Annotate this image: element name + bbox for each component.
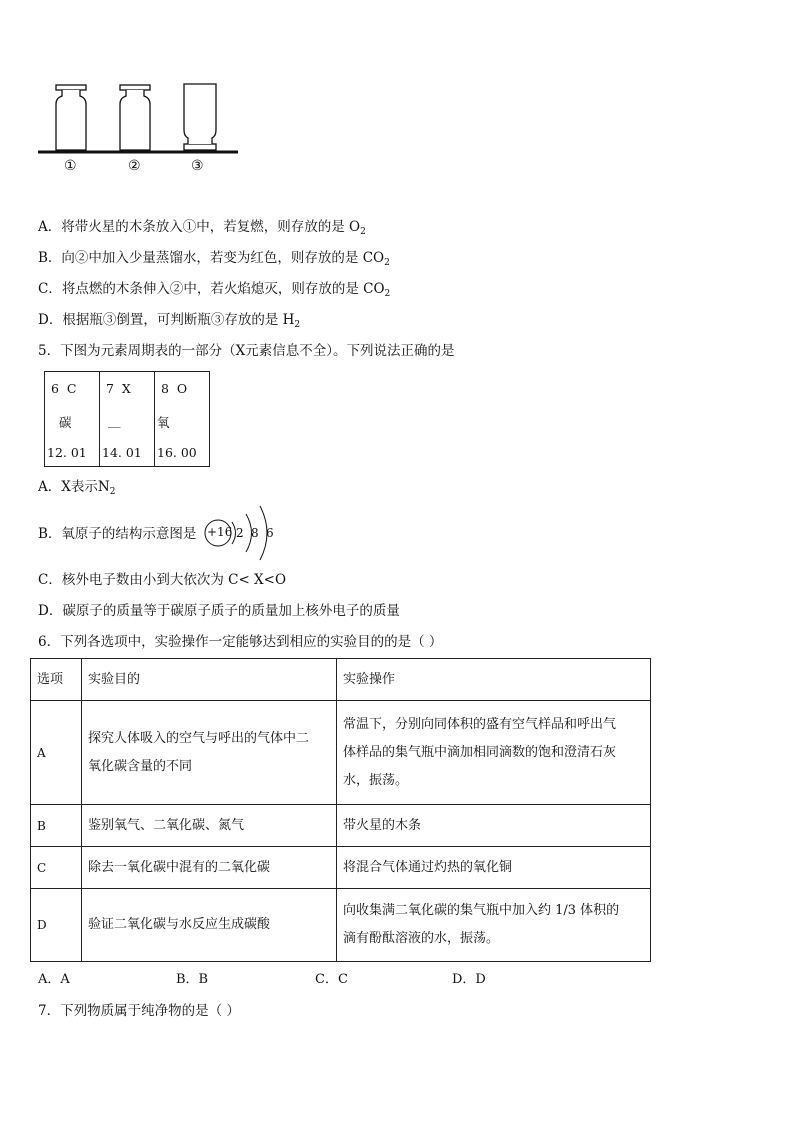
table-row <box>31 889 651 962</box>
shell-electrons-2: 8 <box>251 526 259 540</box>
q5-stem: 5．下图为元素周期表的一部分（X元素信息不全）。下列说法正确的是 <box>38 343 455 359</box>
element-cell-carbon <box>45 372 100 467</box>
jar-label-1: ① <box>64 158 77 174</box>
q7-stem: 7．下列物质属于纯净物的是（ ） <box>38 1003 240 1019</box>
q5-option-d: D．碳原子的质量等于碳原子质子的质量加上核外电子的质量 <box>38 603 400 619</box>
operation-line: 体样品的集气瓶中滴加相同滴数的饱和澄清石灰 <box>343 744 617 760</box>
header-operation: 实验操作 <box>337 659 651 701</box>
jar-label-2: ② <box>128 158 141 174</box>
row-option: B <box>31 805 82 847</box>
table-row <box>31 847 651 889</box>
periodic-table-fragment <box>44 371 210 467</box>
gas-jar-2 <box>120 85 150 150</box>
row-option: A <box>31 701 82 805</box>
q5-option-c: C．核外电子数由小到大依次为 C< X<O <box>38 572 287 588</box>
element-name: 氧 <box>157 415 170 430</box>
q4-option-d: D．根据瓶③倒置，可判断瓶③存放的是 $H_2$ <box>38 312 301 330</box>
row-operation <box>337 889 651 962</box>
element-name: 碳 <box>59 415 72 430</box>
q4-option-a: A．将带火星的木条放入①中，若复燃，则存放的是 $O_2$ <box>38 219 366 237</box>
q5-option-b: B．氧原子的结构示意图是 <box>38 526 197 542</box>
q4-option-b: B．向②中加入少量蒸馏水，若变为红色，则存放的是 $CO_2$ <box>38 250 390 268</box>
experiment-table <box>30 658 651 962</box>
element-number-symbol: 6 C <box>51 381 77 396</box>
gas-jar-3-inverted <box>184 84 216 150</box>
operation-line: 水，振荡。 <box>343 772 409 788</box>
row-goal: 验证二氧化碳与水反应生成碳酸 <box>82 889 337 962</box>
goal-line: 探究人体吸入的空气与呼出的气体中二 <box>88 730 310 746</box>
nucleus-charge: +16 <box>207 525 233 539</box>
shell-electrons-1: 2 <box>236 526 244 540</box>
table-row <box>31 805 651 847</box>
header-goal: 实验目的 <box>82 659 337 701</box>
q6-option-c: C．C <box>315 972 348 987</box>
table-header-row <box>31 659 651 701</box>
element-number-symbol: 7 X <box>106 381 131 396</box>
q4-option-c: C．将点燃的木条伸入②中，若火焰熄灭，则存放的是 $CO_2$ <box>38 281 391 299</box>
q5-option-a: A．X表示$N_2$ <box>38 479 116 497</box>
row-option: D <box>31 889 82 962</box>
row-operation <box>337 701 651 805</box>
element-cell-x <box>100 372 155 467</box>
q6-stem: 6．下列各选项中，实验操作一定能够达到相应的实验目的的是（ ） <box>38 634 443 650</box>
header-option: 选项 <box>31 659 82 701</box>
oxygen-atom-diagram <box>203 504 283 564</box>
element-mass: 14. 01 <box>102 445 142 460</box>
element-name-blank: __ <box>108 413 121 428</box>
row-goal: 鉴别氧气、二氧化碳、氮气 <box>82 805 337 847</box>
row-goal <box>82 701 337 805</box>
gas-jar-1 <box>56 85 86 150</box>
shell-electrons-3: 6 <box>266 526 274 540</box>
row-option: C <box>31 847 82 889</box>
q6-option-b: B．B <box>176 972 209 987</box>
operation-line: 向收集满二氧化碳的集气瓶中加入约 1/3 体积的 <box>343 903 620 918</box>
row-operation: 带火星的木条 <box>337 805 651 847</box>
jar-label-3: ③ <box>191 158 204 174</box>
q6-option-d: D．D <box>452 972 486 987</box>
goal-line: 氧化碳含量的不同 <box>88 758 193 774</box>
q6-option-a: A．A <box>38 972 70 987</box>
element-mass: 12. 01 <box>47 445 87 460</box>
table-row <box>31 701 651 805</box>
element-mass: 16. 00 <box>157 445 197 460</box>
row-operation: 将混合气体通过灼热的氧化铜 <box>337 847 651 889</box>
element-cell-oxygen <box>155 372 210 467</box>
row-goal: 除去一氧化碳中混有的二氧化碳 <box>82 847 337 889</box>
element-number-symbol: 8 O <box>161 381 188 396</box>
operation-line: 常温下，分别向同体积的盛有空气样品和呼出气 <box>343 716 617 732</box>
operation-line: 滴有酚酞溶液的水，振荡。 <box>343 931 500 946</box>
